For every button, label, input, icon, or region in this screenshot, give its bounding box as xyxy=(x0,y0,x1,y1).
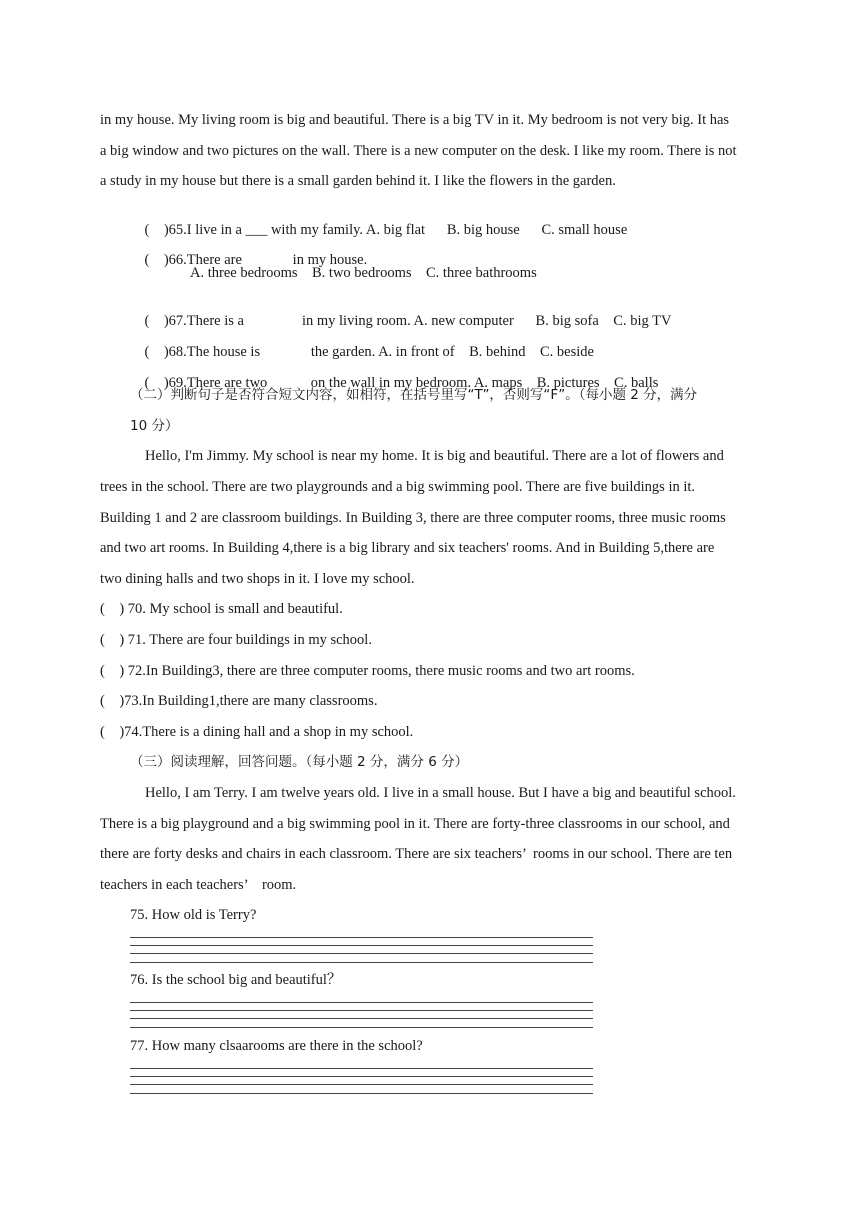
section3-passage-line: there are forty desks and chairs in each classroom. There are six teachers’ rooms in our school. There are ten xyxy=(100,846,733,862)
answer-line xyxy=(130,1010,593,1011)
answer-line xyxy=(130,1018,593,1019)
answer-line xyxy=(130,937,593,938)
answer-line xyxy=(130,1076,593,1077)
question-text: 66.There are in my house. xyxy=(168,252,368,268)
answer-line xyxy=(130,945,593,946)
answer-line xyxy=(130,1002,593,1003)
question-text: 65.I live in a ___ with my family. A. big flat B. big house C. small house xyxy=(168,222,628,238)
section3-passage-line: teachers in each teachers’ room. xyxy=(100,877,297,893)
answer-line xyxy=(130,1093,593,1094)
answer-paren[interactable]: ( ) xyxy=(144,344,169,360)
section2-heading: （二）判断句子是否符合短文内容，如相符，在括号里写“T”，否则写“F”。（每小题 2 分，满分 xyxy=(130,387,698,403)
question-72: ( ) 72.In Building3, there are three computer rooms, there music rooms and two art rooms. xyxy=(100,663,635,679)
section2-passage-line: Hello, I'm Jimmy. My school is near my home. It is big and beautiful. There are a lot of flowers and xyxy=(145,448,724,464)
question-74: ( )74.There is a dining hall and a shop in my school. xyxy=(100,724,414,740)
passage1-line: a big window and two pictures on the wall. There is a new computer on the desk. I like my room. There is not xyxy=(100,143,737,159)
answer-line xyxy=(130,1068,593,1069)
answer-line xyxy=(130,1084,593,1085)
answer-paren[interactable]: ( ) xyxy=(144,313,169,329)
section2-passage-line: and two art rooms. In Building 4,there is a big library and six teachers' rooms. And in Building 5,there are xyxy=(100,540,715,556)
question-73: ( )73.In Building1,there are many classrooms. xyxy=(100,693,378,709)
section3-passage-line: There is a big playground and a big swimming pool in it. There are forty-three classrooms in our school, and xyxy=(100,816,730,832)
question-text: 68.The house is the garden. A. in front of B. behind C. beside xyxy=(168,344,594,360)
answer-line xyxy=(130,962,593,963)
question-70: ( ) 70. My school is small and beautiful. xyxy=(100,601,343,617)
section2-heading-cont: 10 分） xyxy=(130,418,179,434)
section2-passage-line: trees in the school. There are two playgrounds and a big swimming pool. There are five buildings in it. xyxy=(100,479,696,495)
answer-paren[interactable]: ( ) xyxy=(144,252,169,268)
section3-heading: （三）阅读理解，回答问题。（每小题 2 分，满分 6 分） xyxy=(130,754,469,770)
passage1-line: a study in my house but there is a small garden behind it. I like the flowers in the garden. xyxy=(100,173,616,189)
section2-passage-line: two dining halls and two shops in it. I love my school. xyxy=(100,571,415,587)
question-76: 76. Is the school big and beautiful？ xyxy=(130,972,342,988)
answer-line xyxy=(130,1027,593,1028)
section2-passage-line: Building 1 and 2 are classroom buildings. In Building 3, there are three computer rooms, three music rooms xyxy=(100,510,726,526)
question-75: 75. How old is Terry? xyxy=(130,907,257,923)
answer-line xyxy=(130,953,593,954)
passage1-line: in my house. My living room is big and beautiful. There is a big TV in it. My bedroom is not very big. It has xyxy=(100,112,730,128)
answer-paren[interactable]: ( ) xyxy=(144,222,169,238)
section3-passage-line: Hello, I am Terry. I am twelve years old. I live in a small house. But I have a big and beautiful school. xyxy=(145,785,736,801)
question-77: 77. How many clsaarooms are there in the school? xyxy=(130,1038,423,1054)
answer-paren[interactable]: ( ) xyxy=(144,375,169,391)
question-text: 69.There are two on the wall in my bedroom. A. maps B. pictures C. balls xyxy=(168,375,659,391)
question-66-options: A. three bedrooms B. two bedrooms C. three bathrooms xyxy=(190,265,537,281)
question-text: 67.There is a in my living room. A. new computer B. big sofa C. big TV xyxy=(168,313,672,329)
question-71: ( ) 71. There are four buildings in my school. xyxy=(100,632,372,648)
